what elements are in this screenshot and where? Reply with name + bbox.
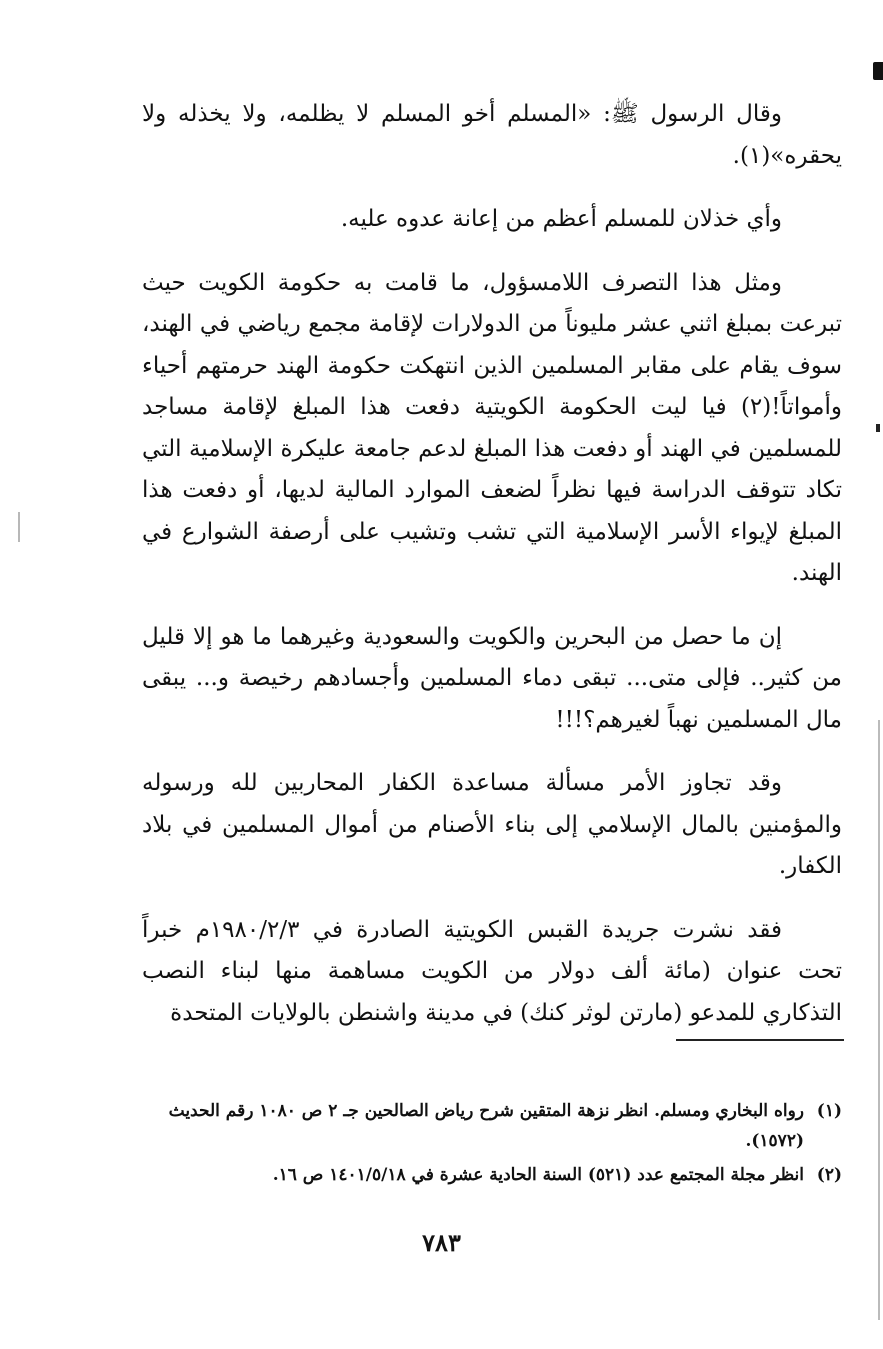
main-body-text bbox=[142, 94, 842, 1056]
paragraph-kuwait-donation: ومثل هذا التصرف اللامسؤول، ما قامت به حكومة الكويت حيث تبرعت بمبلغ اثني عشر مليوناً من الدولارات لإقامة مجمع رياضي في الهند، سوف يقام على مقابر المسلمين الذين انتهكت حكومة الهند حرمتهم أحياء وأمواتاً!(٢) فيا ليت الحكومة الكويتية دفعت هذا المبلغ لإقامة مساجد للمسلمين في الهند أو دفعت هذا المبلغ لدعم جامعة عليكرة الإسلامية التي تكاد تتوقف الدراسة فيها نظراً لضعف الموارد المالية لديها، أو دفعت هذا المبلغ لإيواء الأسر الإسلامية التي تشب وتشيب على أرصفة الشوارع في الهند. bbox=[142, 269, 842, 586]
footnote-text: انظر مجلة المجتمع عدد (٥٢١) السنة الحادية عشرة في ١٤٠١/٥/١٨ ص ١٦. bbox=[272, 1165, 804, 1185]
paragraph-alqabas-news: فقد نشرت جريدة القبس الكويتية الصادرة في ١٩٨٠/٢/٣م خبراً تحت عنوان (مائة ألف دولار من الكويت مساهمة منها لبناء النصب التذكاري للمدعو (مارتن لوثر كنك) في مدينة واشنطن بالولايات المتحدة bbox=[142, 916, 842, 1026]
footnote-item bbox=[142, 1096, 842, 1156]
scan-artifact-mark bbox=[873, 62, 883, 80]
footnote-item bbox=[142, 1160, 842, 1190]
paragraph-idol-building: وقد تجاوز الأمر مسألة مساعدة الكفار المحاربين لله ورسوله والمؤمنين بالمال الإسلامي إلى بناء الأصنام من أموال المسلمين في بلاد الكفار. bbox=[142, 770, 842, 879]
scan-artifact-mark bbox=[876, 424, 880, 432]
footnotes-section bbox=[142, 1096, 842, 1194]
footnote-divider bbox=[676, 1039, 844, 1041]
footnote-number: (٢) bbox=[816, 1165, 842, 1185]
paragraph-bahrain-kuwait-saudi: إن ما حصل من البحرين والكويت والسعودية وغيرهما ما هو إلا قليل من كثير.. فإلى متى... تبقى دماء المسلمين وأجسادهم رخيصة و... يبقى مال المسلمين نهباً لغيرهم؟!!! bbox=[142, 623, 842, 733]
paragraph-betrayal: وأي خذلان للمسلم أعظم من إعانة عدوه عليه. bbox=[340, 206, 782, 232]
footnote-text: رواه البخاري ومسلم. انظر نزهة المتقين شرح رياض الصالحين جـ ٢ ص ١٠٨٠ رقم الحديث (١٥٧٢). bbox=[168, 1101, 804, 1151]
scan-artifact-line bbox=[18, 512, 20, 542]
paragraph-hadith-quote: وقال الرسول ﷺ: «المسلم أخو المسلم لا يظلمه، ولا يخذله ولا يحقره»(١). bbox=[142, 101, 842, 169]
footnote-number: (١) bbox=[816, 1101, 842, 1121]
page-number: ٧٨٣ bbox=[422, 1228, 461, 1257]
